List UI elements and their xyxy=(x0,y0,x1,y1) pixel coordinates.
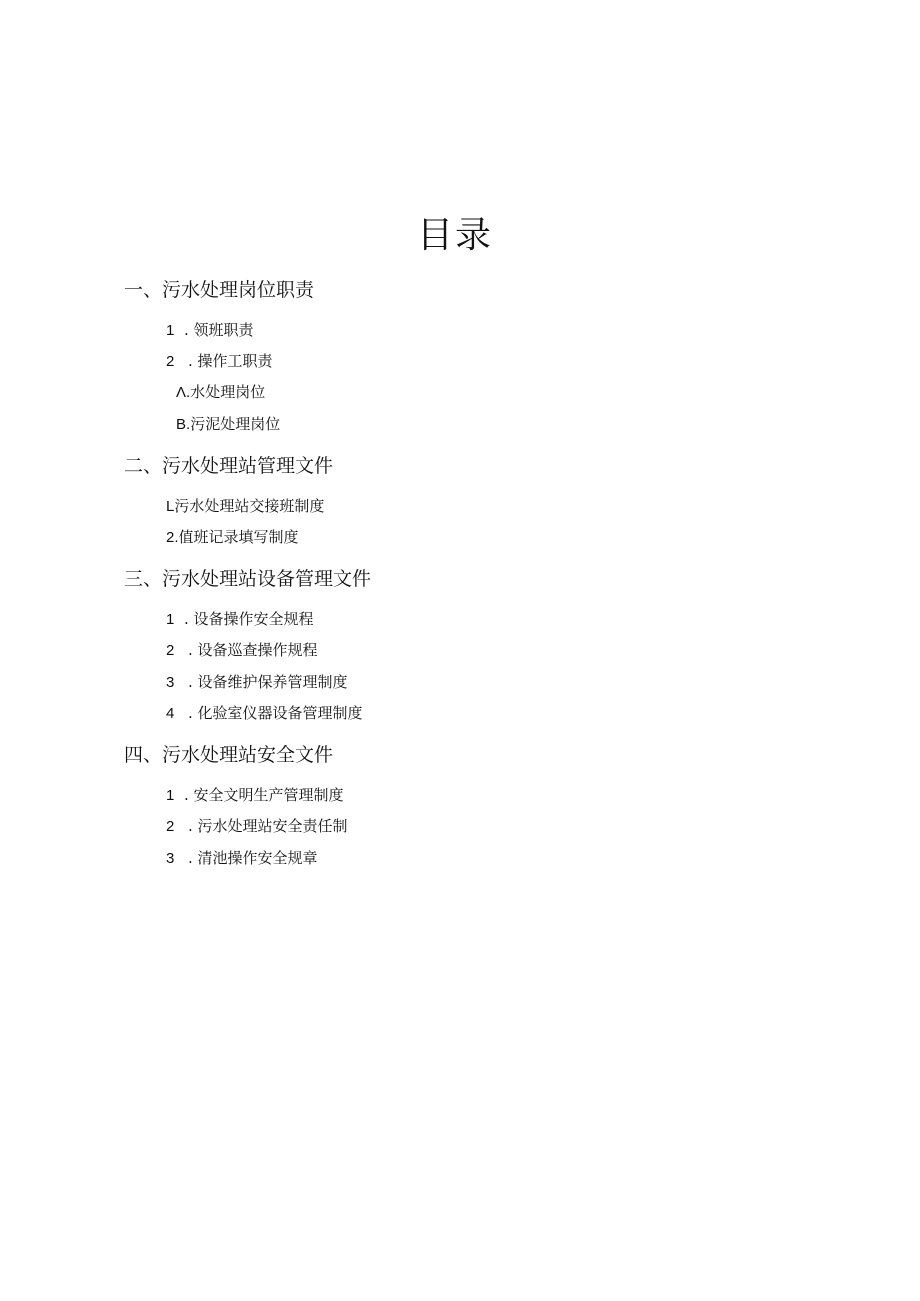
section-heading: 二、污水处理站管理文件 xyxy=(124,455,334,477)
item-number: Λ. xyxy=(176,384,191,401)
toc-item xyxy=(166,785,344,806)
item-number: 1 xyxy=(166,787,175,804)
item-number: 3 xyxy=(166,850,175,867)
item-number: 2. xyxy=(166,529,179,546)
toc-item xyxy=(166,703,363,724)
section-heading: 一、污水处理岗位职责 xyxy=(124,279,315,301)
toc-item xyxy=(166,527,299,548)
item-number: 4 xyxy=(166,705,175,722)
item-number: 2 xyxy=(166,642,175,659)
toc-item xyxy=(166,640,318,661)
item-text: . 化验室仪器设备管理制度 xyxy=(188,704,363,722)
section-heading: 四、污水处理站安全文件 xyxy=(124,744,334,766)
item-number: 2 xyxy=(166,818,175,835)
item-text: 水处理岗位 xyxy=(190,383,266,401)
toc-item xyxy=(166,816,348,837)
toc-item xyxy=(166,496,324,517)
item-text: . 设备操作安全规程 xyxy=(184,610,314,628)
item-number: 1 xyxy=(166,322,175,339)
item-text: . 安全文明生产管理制度 xyxy=(184,786,344,804)
item-number: 2 xyxy=(166,353,175,370)
item-text: 污水处理站交接班制度 xyxy=(174,497,325,515)
toc-item xyxy=(176,414,280,435)
toc-item xyxy=(166,848,318,869)
toc-item xyxy=(166,351,273,372)
item-number: 1 xyxy=(166,611,175,628)
item-number: 3 xyxy=(166,674,175,691)
toc-item xyxy=(176,382,265,403)
item-text: 污泥处理岗位 xyxy=(190,415,281,433)
item-text: . 设备维护保养管理制度 xyxy=(188,673,348,691)
toc-item xyxy=(166,609,314,630)
item-text: . 领班职责 xyxy=(184,321,254,339)
item-text: 值班记录填写制度 xyxy=(178,528,299,546)
item-text: . 操作工职责 xyxy=(188,352,273,370)
item-text: . 设备巡查操作规程 xyxy=(188,641,318,659)
item-text: . 污水处理站安全责任制 xyxy=(188,817,348,835)
item-number: B. xyxy=(176,416,191,433)
section-heading: 三、污水处理站设备管理文件 xyxy=(124,568,372,590)
item-text: . 清池操作安全规章 xyxy=(188,849,318,867)
toc-item xyxy=(166,672,348,693)
toc-item xyxy=(166,320,254,341)
page-title: 目录 xyxy=(416,215,493,256)
item-number: L xyxy=(166,498,175,515)
